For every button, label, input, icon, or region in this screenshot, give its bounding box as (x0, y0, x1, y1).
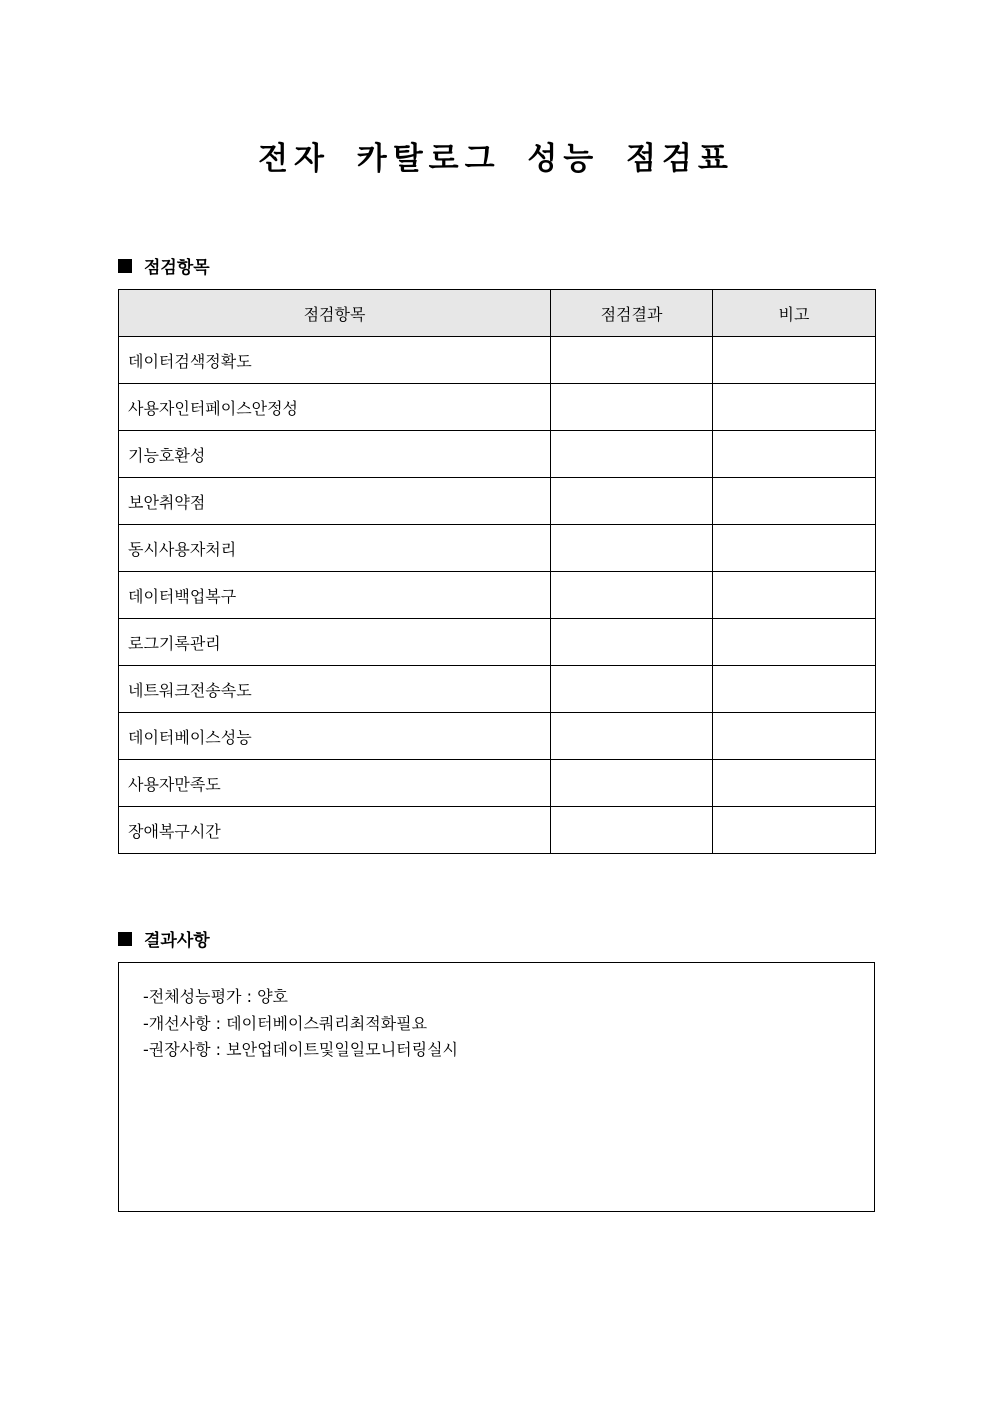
table-row (119, 431, 876, 478)
cell-note[interactable] (713, 807, 876, 854)
cell-result[interactable] (551, 760, 713, 807)
section-heading-label: 점검항목 (144, 258, 210, 278)
column-header-result: 점검결과 (551, 290, 713, 337)
cell-note[interactable] (713, 572, 876, 619)
table-row (119, 572, 876, 619)
cell-item: 사용자인터페이스안정성 (119, 384, 551, 431)
result-line-overall: -전체성능평가 : 양호 (143, 987, 288, 1006)
cell-item: 장애복구시간 (119, 807, 551, 854)
cell-result[interactable] (551, 572, 713, 619)
square-bullet-icon (118, 932, 132, 946)
check-table (118, 289, 876, 854)
section-heading-check-items (118, 253, 210, 278)
cell-result[interactable] (551, 431, 713, 478)
cell-note[interactable] (713, 666, 876, 713)
cell-result[interactable] (551, 713, 713, 760)
cell-item: 사용자만족도 (119, 760, 551, 807)
square-bullet-icon (118, 259, 132, 273)
cell-item: 데이터검색정확도 (119, 337, 551, 384)
section-heading-label: 결과사항 (144, 931, 210, 951)
cell-note[interactable] (713, 713, 876, 760)
cell-note[interactable] (713, 619, 876, 666)
cell-note[interactable] (713, 384, 876, 431)
table-row (119, 525, 876, 572)
table-row (119, 478, 876, 525)
table-row (119, 619, 876, 666)
cell-result[interactable] (551, 478, 713, 525)
result-line-recommendation: -권장사항 : 보안업데이트및일일모니터링실시 (143, 1040, 459, 1059)
section-heading-results (118, 926, 210, 951)
cell-note[interactable] (713, 760, 876, 807)
table-header-row (119, 290, 876, 337)
cell-result[interactable] (551, 525, 713, 572)
cell-item: 네트워크전송속도 (119, 666, 551, 713)
cell-item: 보안취약점 (119, 478, 551, 525)
cell-note[interactable] (713, 337, 876, 384)
table-row (119, 713, 876, 760)
cell-result[interactable] (551, 337, 713, 384)
cell-note[interactable] (713, 478, 876, 525)
table-row (119, 337, 876, 384)
column-header-note: 비고 (713, 290, 876, 337)
cell-item: 데이터백업복구 (119, 572, 551, 619)
cell-item: 데이터베이스성능 (119, 713, 551, 760)
table-row (119, 666, 876, 713)
cell-item: 동시사용자처리 (119, 525, 551, 572)
cell-note[interactable] (713, 431, 876, 478)
results-box (118, 962, 875, 1212)
column-header-item: 점검항목 (119, 290, 551, 337)
table-row (119, 807, 876, 854)
table-row (119, 760, 876, 807)
cell-result[interactable] (551, 384, 713, 431)
cell-result[interactable] (551, 619, 713, 666)
table-row (119, 384, 876, 431)
cell-note[interactable] (713, 525, 876, 572)
cell-result[interactable] (551, 666, 713, 713)
cell-item: 기능호환성 (119, 431, 551, 478)
page-title: 전자 카탈로그 성능 점검표 (258, 141, 734, 177)
cell-item: 로그기록관리 (119, 619, 551, 666)
result-line-improvement: -개선사항 : 데이터베이스쿼리최적화필요 (143, 1014, 428, 1033)
cell-result[interactable] (551, 807, 713, 854)
